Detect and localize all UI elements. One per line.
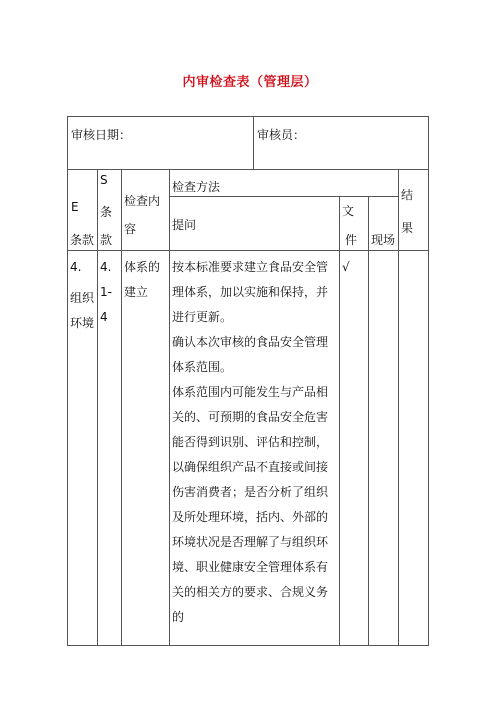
auditor-label: 审核员：	[257, 128, 306, 142]
cell-content-line: 体系的	[124, 260, 161, 274]
col-e-header-top: E	[71, 200, 79, 214]
col-content-header-line1: 检查内	[124, 194, 161, 208]
cell-e-line: 4.	[70, 260, 82, 274]
question-line: 体系范围内可能发生与产品相	[172, 385, 329, 399]
col-question-header: 提问	[172, 218, 197, 232]
col-file-header-line1: 文	[342, 204, 355, 218]
col-question-divider	[339, 196, 340, 646]
col-file-divider	[368, 196, 369, 646]
question-line: 按本标准要求建立食品安全管	[172, 260, 329, 274]
question-line: 关的相关方的要求、合规义务	[172, 585, 329, 599]
col-result-header-line2: 果	[401, 221, 414, 235]
question-line: 境、职业健康安全管理体系有	[172, 560, 329, 574]
cell-s-line: 4.	[100, 260, 112, 274]
document-title: 内审检查表（管理层）	[182, 75, 318, 90]
question-line: 关的、可预期的食品安全危害	[172, 410, 329, 424]
cell-s-clause	[100, 255, 112, 330]
cell-e-line: 环境	[70, 316, 95, 330]
col-content-header-line2: 容	[124, 222, 137, 236]
col-s-header-line3: 款	[100, 233, 113, 247]
cell-e-clause	[70, 255, 94, 336]
col-result-header-line1: 结	[401, 188, 414, 202]
col-method-header: 检查方法	[172, 180, 221, 194]
col-s-header-line2: 条	[100, 205, 113, 219]
question-line: 及所处理环境，括内、外部的	[172, 510, 329, 524]
cell-content-line: 建立	[124, 285, 149, 299]
table-top-border	[67, 116, 429, 117]
question-line: 能否得到识别、评估和控制，	[172, 435, 329, 449]
question-line: 环境状况是否理解了与组织环	[172, 535, 329, 549]
audit-date-label: 审核日期：	[71, 128, 132, 142]
header-split-line	[253, 116, 254, 170]
question-line: 伤害消费者；是否分析了组织	[172, 485, 329, 499]
cell-question	[172, 255, 328, 630]
col-file-header-line2: 件	[345, 233, 358, 247]
cell-check-content	[124, 255, 160, 305]
col-e-divider	[97, 169, 98, 646]
method-subheader-divider	[169, 196, 398, 197]
question-line: 体系范围。	[172, 360, 233, 374]
cell-s-line: 1-	[100, 285, 112, 299]
question-line: 进行更新。	[172, 310, 233, 324]
table-right-border	[428, 116, 429, 646]
col-content-divider	[169, 169, 170, 646]
cell-s-line: 4	[100, 310, 108, 324]
col-site-divider	[398, 169, 399, 646]
question-line: 的	[172, 610, 185, 624]
question-line: 以确保组织产品不直接或间接	[172, 460, 329, 474]
question-line: 理体系，加以实施和保持，并	[172, 285, 329, 299]
col-s-divider	[121, 169, 122, 646]
col-site-header: 现场	[371, 233, 396, 247]
col-s-header-line1: S	[100, 173, 108, 187]
table-left-border	[67, 116, 68, 646]
col-e-header-bottom: 条款	[70, 233, 95, 247]
cell-e-line: 组织	[70, 291, 95, 305]
question-line: 确认本次审核的食品安全管理	[172, 335, 329, 349]
file-check-mark: √	[342, 260, 350, 274]
